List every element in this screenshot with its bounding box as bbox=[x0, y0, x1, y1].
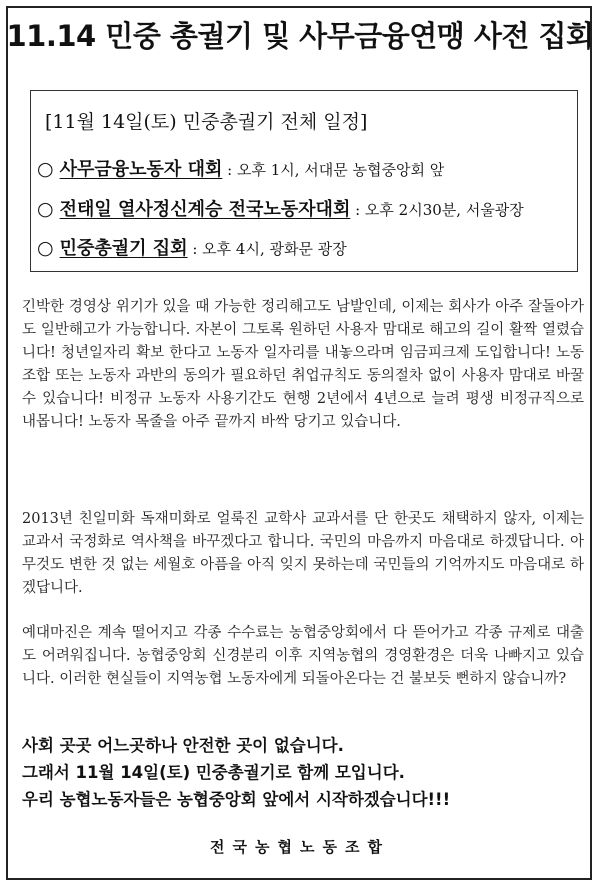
schedule-item bbox=[37, 155, 444, 181]
circle-bullet-icon: ○ bbox=[37, 198, 54, 220]
schedule-box bbox=[30, 90, 578, 272]
schedule-item-name: 사무금융노동자 대회 bbox=[59, 159, 223, 180]
paragraph: 긴박한 경영상 위기가 있을 때 가능한 정리해고도 남발인데, 이제는 회사가 아주 잘돌아가도 일반해고가 가능합니다. 자본이 그토록 원하던 사용자 맘대로 해고의 길이 활짝 열렸습니다! 청년일자리 확보 한다고 노동자 일자리를 내놓으라며 임금피크제 도입합니다! 노동조합 또는 노동자 과반의 동의가 필요하던 취업규칙도 동의절차 없이 사용자 맘대로 바꿀 수 있습니다! 비정규 노동자 사용기간도 현행 2년에서 4년으로 늘려 평생 비정규직으로 내몹니다! 노동자 목줄을 아주 끝까지 바싹 당기고 있습니다. bbox=[22, 299, 584, 430]
schedule-item-detail: : 오후 2시30분, 서울광장 bbox=[350, 201, 524, 219]
schedule-item-detail: : 오후 4시, 광화문 광장 bbox=[187, 240, 347, 258]
page-title: 11.14 민중 총궐기 및 사무금융연맹 사전 집회 bbox=[6, 19, 594, 53]
union-signature: 전국농협노동조합 bbox=[210, 838, 390, 856]
closing-line: 사회 곳곳 어느곳하나 안전한 곳이 없습니다. bbox=[22, 736, 344, 755]
circle-bullet-icon: ○ bbox=[37, 237, 54, 259]
schedule-item-name: 전태일 열사정신계승 전국노동자대회 bbox=[59, 199, 351, 220]
schedule-heading: [11월 14일(토) 민중총궐기 전체 일정] bbox=[45, 111, 368, 133]
closing-line: 우리 농협노동자들은 농협중앙회 앞에서 시작하겠습니다!!! bbox=[22, 790, 451, 809]
schedule-item bbox=[37, 234, 347, 260]
paragraph: 2013년 친일미화 독재미화로 얼룩진 교학사 교과서를 단 한곳도 채택하지 않자, 이제는 교과서 국정화로 역사책을 바꾸겠다고 합니다. 국민의 마음까지 마음대로 하겠답니다. 아무것도 변한 것 없는 세월호 아픔을 아직 잊지 못하는데 국민들의 기억까지도 마음대로 하겠답니다. bbox=[22, 511, 584, 596]
body-paragraph-textbook bbox=[22, 508, 584, 600]
circle-bullet-icon: ○ bbox=[37, 158, 54, 180]
schedule-item-detail: : 오후 1시, 서대문 농협중앙회 앞 bbox=[222, 161, 445, 179]
schedule-item-name: 민중총궐기 집회 bbox=[59, 238, 188, 259]
closing-line: 그래서 11월 14일(토) 민중총궐기로 함께 모입니다. bbox=[22, 763, 405, 782]
closing-statement bbox=[22, 732, 584, 813]
body-paragraph-nonghyup bbox=[22, 622, 584, 691]
body-paragraph-labor bbox=[22, 296, 584, 434]
schedule-item bbox=[37, 195, 524, 221]
paragraph: 예대마진은 계속 떨어지고 각종 수수료는 농협중앙회에서 다 뜯어가고 각종 규제로 대출도 어려워집니다. 농협중앙회 신경분리 이후 지역농협의 경영환경은 더욱 나빠지고 있습니다. 이러한 현실들이 지역농협 노동자에게 되돌아온다는 건 불보듯 뻔하지 않습니까? bbox=[22, 625, 584, 687]
